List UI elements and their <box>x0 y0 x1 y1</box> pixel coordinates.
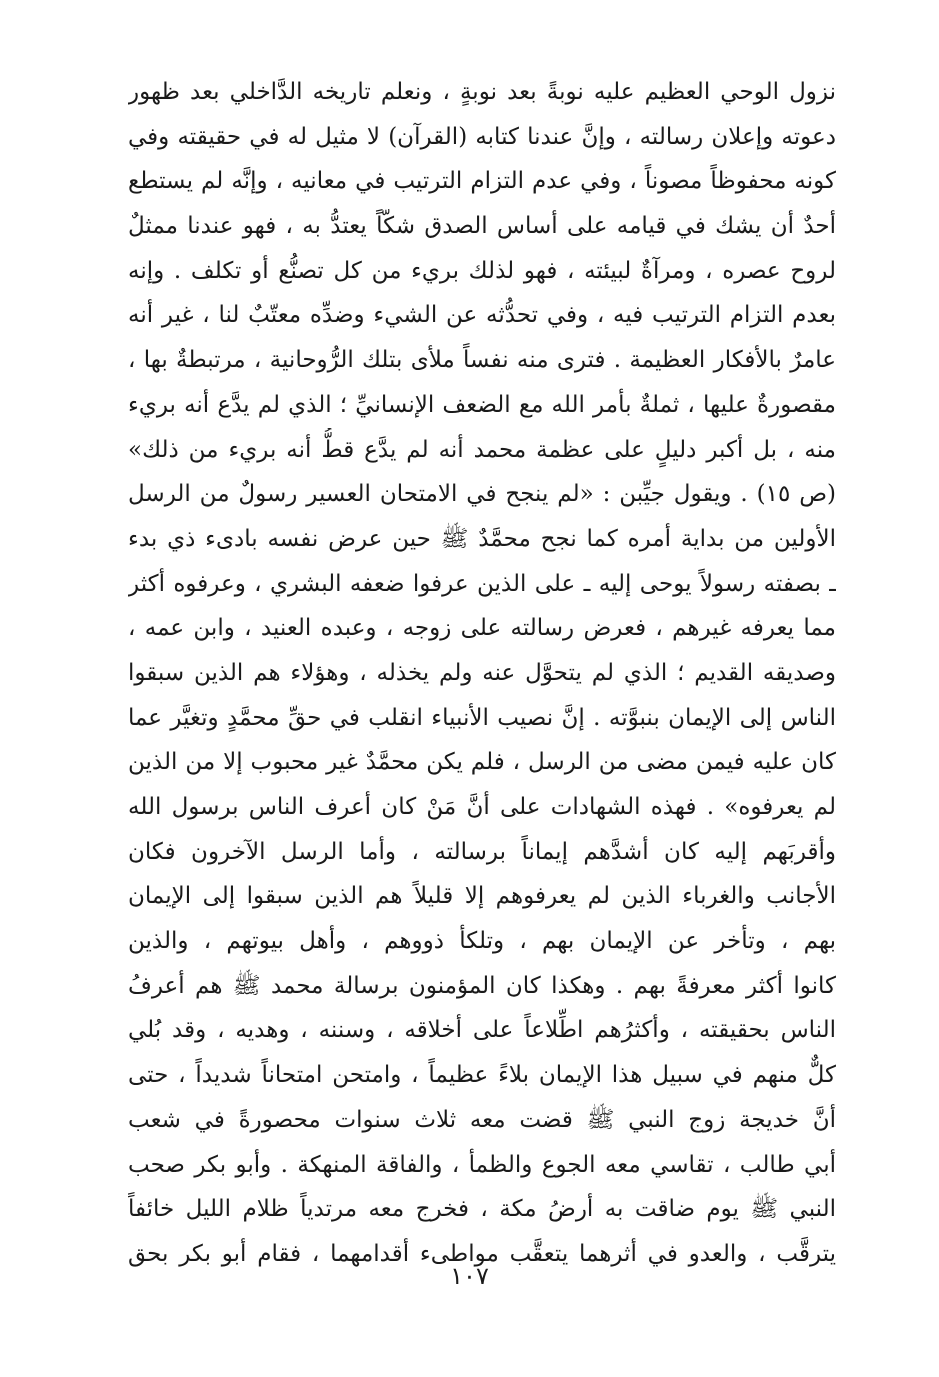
text-line: كان عليه فيمن مضى من الرسل ، فلم يكن محمَّدٌ غير محبوب إلا من الذين <box>128 749 836 776</box>
text-line: أبي طالب ، تقاسي معه الجوع والظمأ ، والفاقة المنهكة . وأبو بكر صحب <box>128 1151 836 1178</box>
text-line: الأجانب والغرباء الذين لم يعرفوهم إلا قليلاً هم الذين سبقوا إلى الإيمان <box>128 883 836 910</box>
text-line: وصديقه القديم ؛ الذي لم يتحوَّل عنه ولم يخذله ، وهؤلاء هم الذين سبقوا <box>128 659 836 686</box>
text-line: مما يعرفه غيرهم ، فعرض رسالته على زوجه ، وعبده العنيد ، وابن عمه ، <box>128 615 836 642</box>
text-line: منه ، بل أكبر دليلٍ على عظمة محمد أنه لم يدَّع قطُّ أنه بريء من ذلك» <box>128 436 836 463</box>
text-line: عامرٌ بالأفكار العظيمة . فترى منه نفساً ملأى بتلك الرُّوحانية ، مرتبطةٌ بها ، <box>128 347 836 374</box>
text-line: النبي ﷺ يوم ضاقت به أرضُ مكة ، فخرج معه مرتدياً ظلام الليل خائفاً <box>128 1196 836 1223</box>
text-line: كانوا أكثر معرفةً بهم . وهكذا كان المؤمنون برسالة محمد ﷺ هم أعرفُ <box>128 972 836 999</box>
text-line: بعدم التزام الترتيب فيه ، وفي تحدُّثه عن الشيء وضدِّه معتّبٌ لنا ، غير أنه <box>128 302 836 329</box>
text-line: نزول الوحي العظيم عليه نوبةً بعد نوبةٍ ، ونعلم تاريخه الدَّاخلي بعد ظهور <box>128 79 836 105</box>
text-line: أنَّ خديجة زوج النبي ﷺ قضت معه ثلاث سنوات محصورةً في شعب <box>128 1106 836 1133</box>
body-text <box>128 70 836 1277</box>
text-line: مقصورةٌ عليها ، ثملةٌ بأمر الله مع الضعف الإنسانيِّ ؛ الذي لم يدَّع أنه بريء <box>128 391 836 418</box>
text-line: بهم ، وتأخر عن الإيمان بهم ، وتلكأ ذووهم ، وأهل بيوتهم ، والذين <box>128 928 836 955</box>
text-line: الناس إلى الإيمان بنبوَّته . إنَّ نصيب الأنبياء انقلب في حقِّ محمَّدٍ وتغيَّر عما <box>128 704 836 731</box>
text-line: لروح عصره ، ومرآةٌ لبيئته ، فهو لذلك بريء من كل تصنُّع أو تكلف . وإنه <box>128 257 836 284</box>
text-line: لم يعرفوه» . فهذه الشهادات على أنَّ مَنْ كان أعرف الناس برسول الله <box>128 794 836 820</box>
text-line: دعوته وإعلان رسالته ، وإنَّ عندنا كتابه (القرآن) لا مثيل له في حقيقته وفي <box>128 123 836 150</box>
text-line: كلٌّ منهم في سبيل هذا الإيمان بلاءً عظيماً ، وامتحن امتحاناً شديداً ، حتى <box>128 1062 836 1089</box>
text-line: الأولين من بداية أمره كما نجح محمَّدٌ ﷺ حين عرض نفسه بادىء ذي بدء <box>128 525 836 552</box>
text-line: وأقربَهم إليه كان أشدَّهم إيماناً برسالته ، وأما الرسل الآخرون فكان <box>128 838 836 865</box>
page-number: ١٠٧ <box>450 1262 489 1290</box>
text-line: ـ بصفته رسولاً يوحى إليه ـ على الذين عرفوا ضعفه البشري ، وعرفوه أكثر <box>128 570 836 597</box>
text-line: يترقَّب ، والعدو في أثرهما يتعقَّب مواطىء أقدامهما ، فقام أبو بكر بحق <box>128 1240 836 1267</box>
text-line: (ص ١٥) . ويقول جيِّبن : «لم ينجح في الامتحان العسير رسولٌ من الرسل <box>128 481 836 508</box>
text-line: كونه محفوظاً مصوناً ، وفي عدم التزام الترتيب في معانيه ، وإنَّه لم يستطع <box>128 168 836 195</box>
text-line: أحدٌ أن يشك في قيامه على أساس الصدق شكّاً يعتدُّ به ، فهو عندنا ممثلٌ <box>128 213 836 240</box>
text-line: الناس بحقيقته ، وأكثرُهم اطِّلاعاً على أخلاقه ، وسننه ، وهديه ، وقد بُلي <box>128 1017 836 1044</box>
